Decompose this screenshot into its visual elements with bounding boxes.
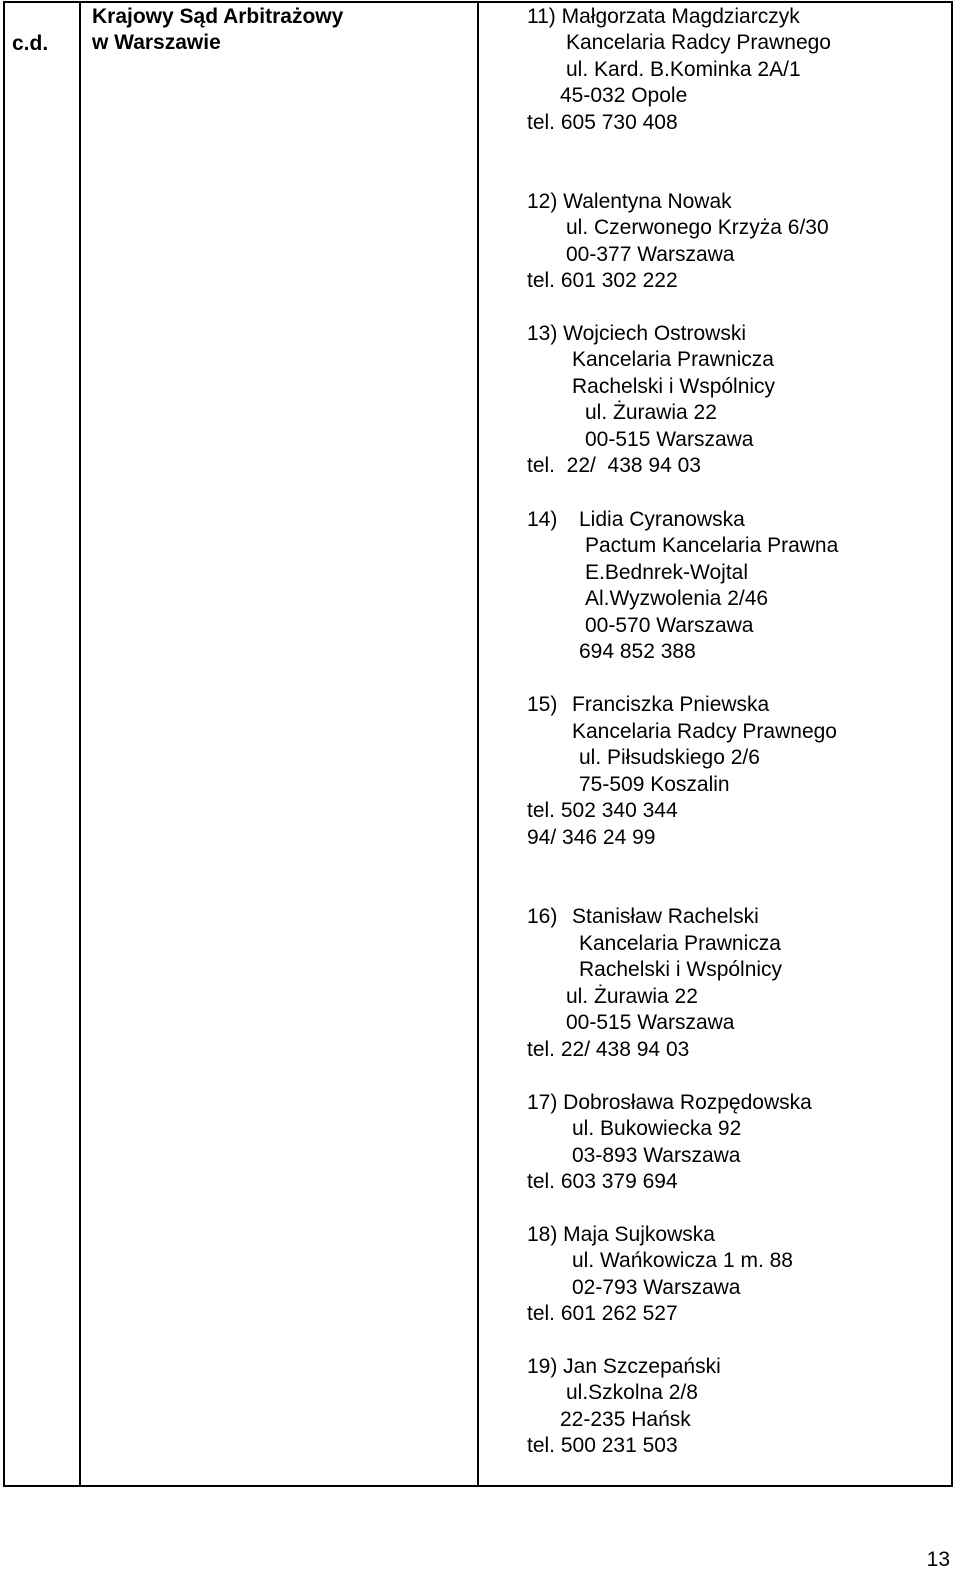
entry-16-line: Kancelaria Prawnicza (579, 932, 781, 955)
entry-15-line: Kancelaria Radcy Prawnego (572, 720, 837, 743)
entry-13-line: ul. Żurawia 22 (585, 401, 717, 424)
entry-17-line: tel. 603 379 694 (527, 1170, 678, 1193)
entry-19-line: tel. 500 231 503 (527, 1434, 678, 1457)
entry-11-line: 11) Małgorzata Magdziarczyk (527, 5, 800, 28)
entry-11-line: 45-032 Opole (560, 84, 688, 107)
entry-15-line: 94/ 346 24 99 (527, 826, 656, 849)
entry-18-line: tel. 601 262 527 (527, 1302, 678, 1325)
entry-15-line: ul. Piłsudskiego 2/6 (579, 746, 760, 769)
entry-17-line: 17) Dobrosława Rozpędowska (527, 1091, 812, 1114)
page-number: 13 (926, 1548, 950, 1571)
entry-16-line: ul. Żurawia 22 (566, 985, 698, 1008)
entry-19-line: 19) Jan Szczepański (527, 1355, 721, 1378)
entry-12-line: 00-377 Warszawa (566, 243, 735, 266)
entry-13-line: Kancelaria Prawnicza (572, 348, 774, 371)
entry-15-line: tel. 502 340 344 (527, 799, 678, 822)
entry-15-number: 15) (527, 693, 558, 716)
entry-17-line: 03-893 Warszawa (572, 1144, 741, 1167)
entry-16-line: 00-515 Warszawa (566, 1011, 735, 1034)
entry-13-line: Rachelski i Wspólnicy (572, 375, 776, 398)
entry-16-line: Stanisław Rachelski (572, 905, 759, 928)
entry-11-line: tel. 605 730 408 (527, 111, 678, 134)
entry-14-line: Lidia Cyranowska (579, 508, 745, 531)
entry-13-line: 13) Wojciech Ostrowski (527, 322, 747, 345)
entry-11-line: Kancelaria Radcy Prawnego (566, 31, 831, 54)
entry-11-line: ul. Kard. B.Kominka 2A/1 (566, 58, 801, 81)
row-label: c.d. (12, 32, 49, 55)
entry-12-line: 12) Walentyna Nowak (527, 190, 732, 213)
entry-14-line: E.Bednrek-Wojtal (585, 561, 749, 584)
entry-15-line: 75-509 Koszalin (579, 773, 730, 796)
court-name-line-1: Krajowy Sąd Arbitrażowy (92, 5, 344, 28)
entry-18-line: ul. Wańkowicza 1 m. 88 (572, 1249, 793, 1272)
column-divider (79, 3, 81, 1485)
entry-19-line: 22-235 Hańsk (560, 1408, 691, 1431)
entry-12-line: tel. 601 302 222 (527, 269, 678, 292)
column-divider (477, 3, 479, 1485)
entry-14-line: Pactum Kancelaria Prawna (585, 534, 839, 557)
entry-13-line: 00-515 Warszawa (585, 428, 754, 451)
entry-18-line: 02-793 Warszawa (572, 1276, 741, 1299)
entry-14-number: 14) (527, 508, 558, 531)
entry-18-line: 18) Maja Sujkowska (527, 1223, 715, 1246)
entry-16-line: Rachelski i Wspólnicy (579, 958, 783, 981)
entry-16-line: tel. 22/ 438 94 03 (527, 1038, 690, 1061)
entry-14-line: 694 852 388 (579, 640, 696, 663)
entry-17-line: ul. Bukowiecka 92 (572, 1117, 742, 1140)
entry-16-number: 16) (527, 905, 558, 928)
entry-12-line: ul. Czerwonego Krzyża 6/30 (566, 216, 829, 239)
entry-15-line: Franciszka Pniewska (572, 693, 770, 716)
entry-19-line: ul.Szkolna 2/8 (566, 1381, 698, 1404)
entry-14-line: 00-570 Warszawa (585, 614, 754, 637)
entry-14-line: Al.Wyzwolenia 2/46 (585, 587, 769, 610)
entry-13-line: tel. 22/ 438 94 03 (527, 454, 701, 477)
court-name-line-2: w Warszawie (92, 31, 221, 54)
